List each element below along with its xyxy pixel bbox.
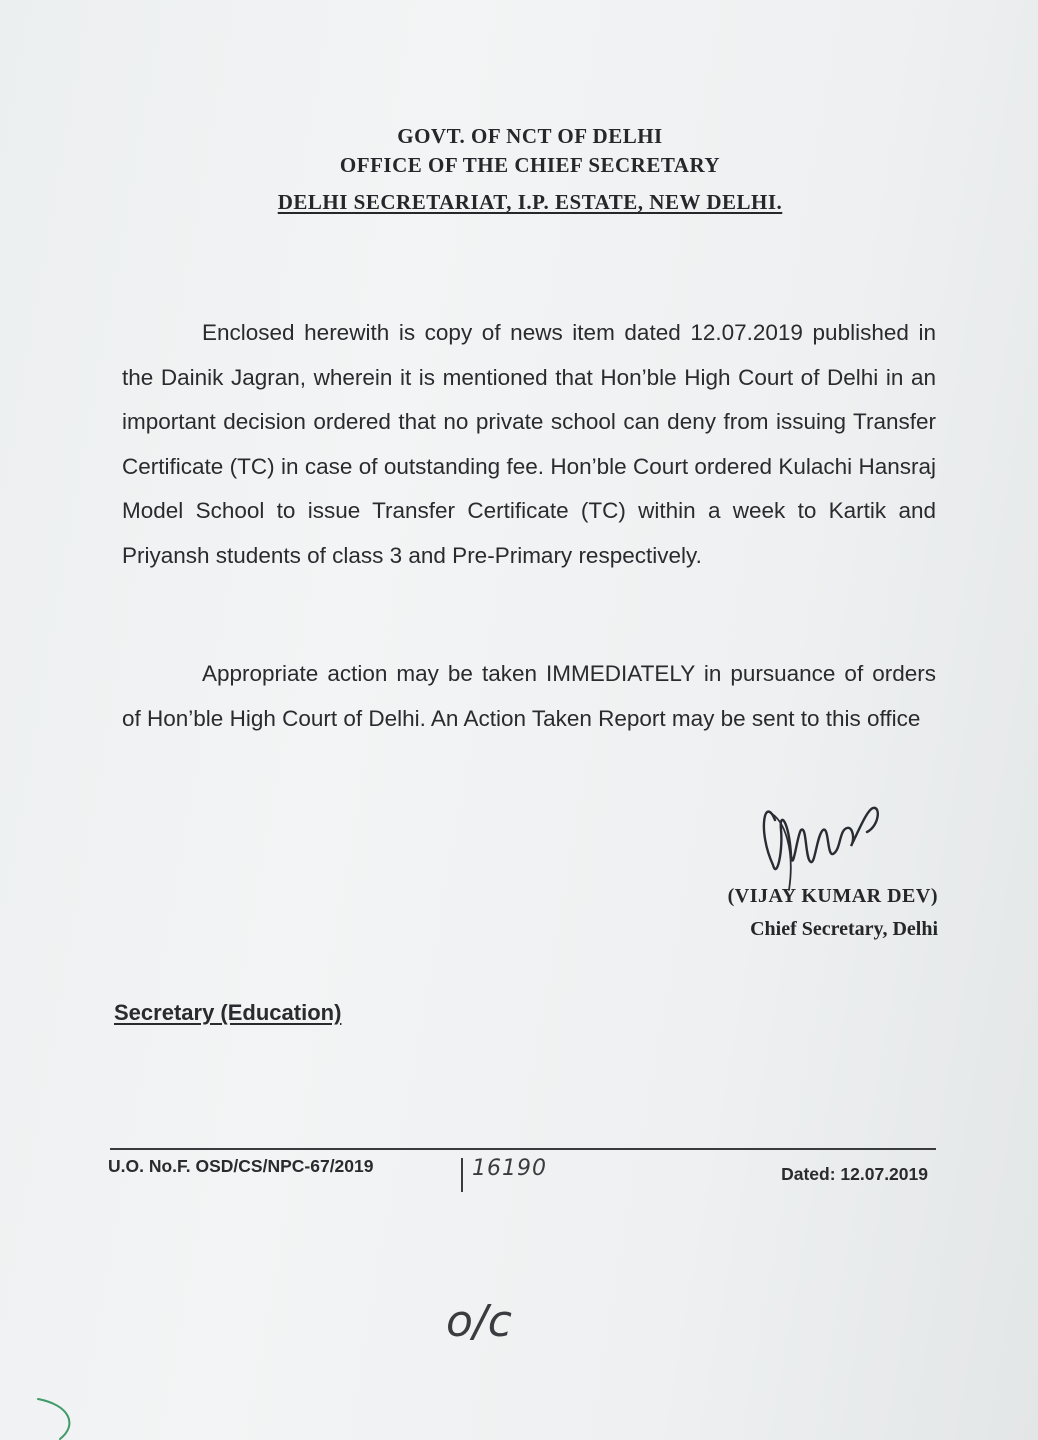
handwritten-number: 16190	[472, 1156, 547, 1181]
margin-mark	[30, 1395, 90, 1440]
body-paragraph-1-text: Enclosed herewith is copy of news item dated 12.07.2019 published in the Dainik Jagran, wherein it is mentioned that Hon’ble High Court of Delhi in an important decision ordered that no private school can deny from issuing Transfer Certificate (TC) in case of outstanding fee. Hon’ble Court ordered Kulachi Hansraj Model School to issue Transfer Certificate (TC) within a week to Kartik and Priyansh students of class 3 and Pre-Primary respectively.	[122, 320, 936, 568]
handwritten-bar	[461, 1158, 463, 1192]
header-government: GOVT. OF NCT OF DELHI	[397, 124, 663, 148]
header-address: DELHI SECRETARIAT, I.P. ESTATE, NEW DELHI.	[277, 190, 783, 214]
signature-mark	[755, 790, 905, 900]
signatory-designation: Chief Secretary, Delhi	[750, 918, 938, 940]
footer-divider	[110, 1148, 936, 1150]
handwritten-note: o/c	[446, 1296, 512, 1347]
header-office: OFFICE OF THE CHIEF SECRETARY	[339, 153, 721, 177]
body-paragraph-1	[122, 311, 936, 579]
body-paragraph-2	[122, 652, 936, 741]
addressee: Secretary (Education)	[114, 1000, 342, 1025]
signatory-name: (VIJAY KUMAR DEV)	[727, 885, 938, 907]
body-paragraph-2-text: Appropriate action may be taken IMMEDIATELY in pursuance of orders of Hon’ble High Court of Delhi. An Action Taken Report may be sent to this office	[122, 661, 936, 731]
uo-number: U.O. No.F. OSD/CS/NPC-67/2019	[108, 1156, 374, 1176]
dated: Dated: 12.07.2019	[781, 1164, 928, 1184]
